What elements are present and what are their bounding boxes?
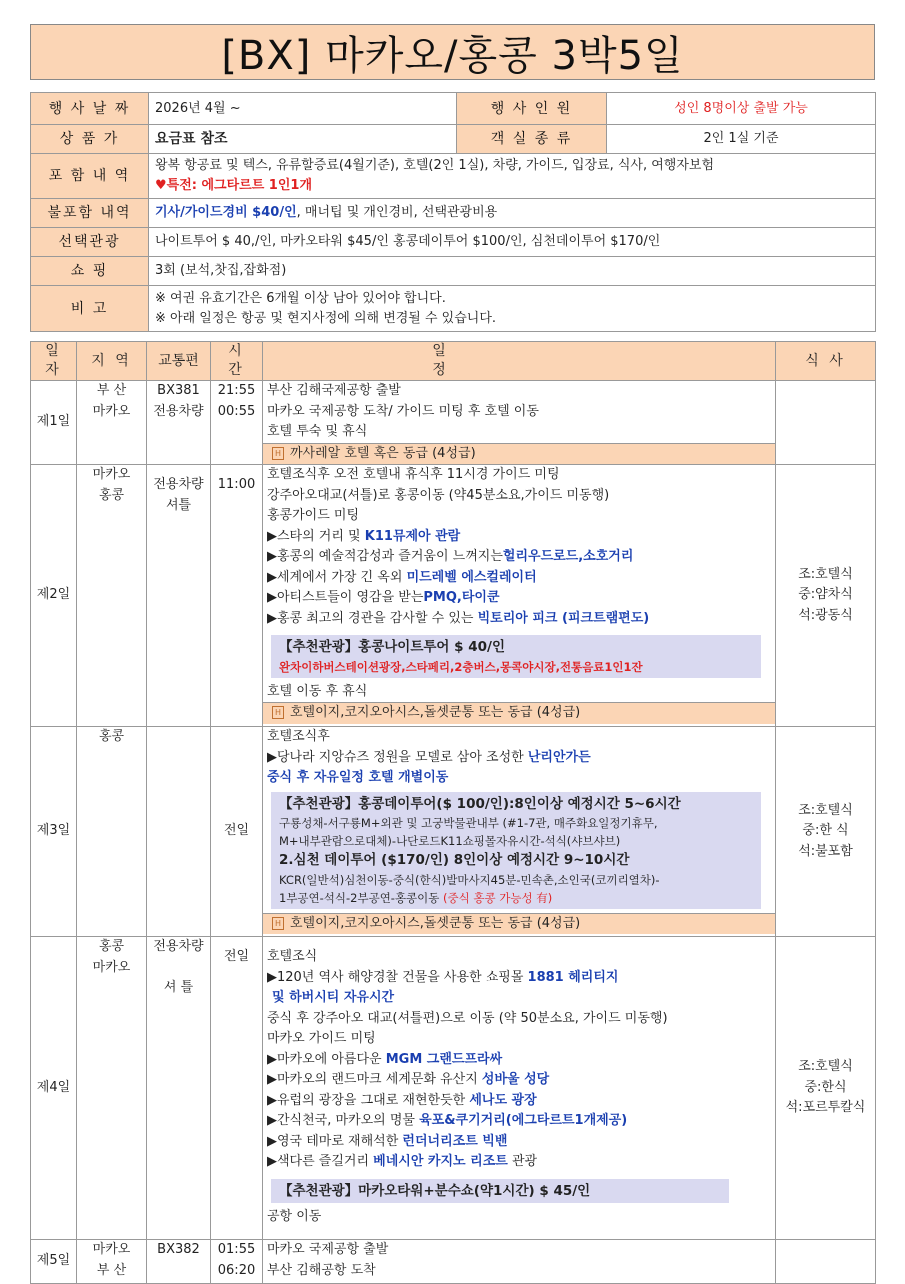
highlight: K11뮤제아 관람 bbox=[364, 528, 461, 544]
day5-time bbox=[211, 1240, 263, 1284]
day3-line bbox=[267, 748, 769, 769]
day4-option-box bbox=[271, 1179, 729, 1204]
date-value: 2026년 4월 ~ bbox=[149, 93, 457, 125]
day1-time-1: 21:55 bbox=[217, 383, 256, 398]
day4-region-1: 홍콩 bbox=[98, 939, 125, 954]
day4-time-value: 전일 bbox=[223, 949, 250, 964]
day3-region bbox=[77, 727, 147, 937]
day3-option-desc: 구룡성채-서구룡M+외관 및 고궁박물관내부 (#1-7관, 매주화요일정기휴무, bbox=[279, 816, 658, 830]
day2-meal bbox=[776, 465, 876, 727]
excl-cell bbox=[149, 199, 876, 228]
info-table bbox=[30, 92, 876, 332]
day2-hotel-text: 호텔이지,코지오아시스,돌셋쿤통 또는 동급 (4성급) bbox=[290, 705, 581, 720]
text: 관광 bbox=[507, 1154, 538, 1169]
day5-label: 제5일 bbox=[31, 1240, 77, 1284]
meal-dinner: 석:광동식 bbox=[798, 607, 853, 623]
day2-line: 호텔 이동 후 휴식 bbox=[267, 683, 368, 699]
day4-region bbox=[77, 937, 147, 1240]
meal-lunch: 중:얌차식 bbox=[798, 587, 853, 603]
text: ▶홍콩의 예술적감성과 즐거움이 느껴지는 bbox=[267, 549, 503, 564]
note-cell bbox=[149, 286, 876, 332]
day2-option-desc: 완차이하버스테이션광장,스타페리,2층버스,몽콕야시장,전통음료1인1잔 bbox=[279, 659, 643, 674]
text: ▶스타의 거리 및 bbox=[267, 528, 365, 544]
day2-line bbox=[267, 547, 769, 568]
day3-transport bbox=[147, 727, 211, 937]
header-transport: 교통편 bbox=[147, 342, 211, 381]
highlight: 런더너리조트 빅밴 bbox=[402, 1133, 508, 1149]
header-day: 일 자 bbox=[31, 342, 77, 381]
day1-region-2: 마카오 bbox=[92, 403, 131, 419]
day2-region-1: 마카오 bbox=[92, 467, 131, 482]
highlight: 세나도 광장 bbox=[469, 1092, 537, 1108]
highlight: 헐리우드로드,소호거리 bbox=[502, 549, 634, 564]
day2-transport bbox=[147, 465, 211, 727]
day5-transport bbox=[147, 1240, 211, 1284]
day3-region-1: 홍콩 bbox=[98, 729, 125, 744]
header-schedule: 일 정 bbox=[263, 342, 776, 381]
highlight: 육포&쿠기거리(에그타르트1개제공) bbox=[419, 1113, 628, 1128]
day2-line bbox=[267, 609, 769, 630]
day4-meal bbox=[776, 937, 876, 1240]
price-label: 상 품 가 bbox=[31, 125, 149, 154]
day1-time bbox=[211, 381, 263, 465]
day5-time-1: 01:55 bbox=[217, 1242, 256, 1257]
day5-region-2: 부 산 bbox=[96, 1262, 127, 1278]
day2-schedule bbox=[263, 465, 776, 727]
excl-label: 불포함 내역 bbox=[31, 199, 149, 228]
day5-line: 부산 김해공항 도착 bbox=[267, 1262, 376, 1278]
incl-cell bbox=[149, 154, 876, 199]
day1-region-1: 부 산 bbox=[96, 383, 127, 398]
day3-option-title-1: 【추천관광】홍콩데이투어($ 100/인):8인이상 예정시간 5~6시간 bbox=[279, 795, 681, 812]
meal-lunch: 중:한식 bbox=[804, 1079, 847, 1095]
day4-line: 중식 후 강주아오 대교(셔틀편)으로 이동 (약 50분소요, 가이드 미동행) bbox=[267, 1010, 668, 1026]
text: ▶유럽의 광장을 그대로 재현한듯한 bbox=[267, 1092, 470, 1108]
day3-label: 제3일 bbox=[31, 727, 77, 937]
day2-region bbox=[77, 465, 147, 727]
highlight: PMQ,타이쿤 bbox=[423, 590, 500, 605]
day1-schedule bbox=[263, 381, 776, 465]
day1-row bbox=[31, 381, 876, 465]
day4-time bbox=[211, 937, 263, 1240]
day4-line bbox=[267, 1111, 769, 1132]
day2-region-2: 홍콩 bbox=[98, 487, 125, 503]
day2-label: 제2일 bbox=[31, 465, 77, 727]
excl-highlight: 기사/가이드경비 $40/인 bbox=[155, 205, 297, 220]
day4-line: 공항 이동 bbox=[267, 1209, 322, 1224]
day2-line: 홍콩가이드 미팅 bbox=[267, 508, 360, 523]
day1-vehicle: 전용차량 bbox=[153, 403, 204, 419]
day3-time: 전일 bbox=[211, 727, 263, 937]
day4-line bbox=[267, 1091, 769, 1112]
shop-label: 쇼 핑 bbox=[31, 257, 149, 286]
day1-label: 제1일 bbox=[31, 381, 77, 465]
day4-line bbox=[267, 1070, 769, 1091]
day5-region-1: 마카오 bbox=[92, 1242, 131, 1257]
highlight: 베네시안 카지노 리조트 bbox=[373, 1154, 508, 1169]
day5-region bbox=[77, 1240, 147, 1284]
meal-dinner: 석:포르투칼식 bbox=[785, 1100, 866, 1116]
text: ▶120년 역사 해양경찰 건물을 사용한 쇼핑몰 bbox=[267, 969, 528, 985]
date-label: 행 사 날 짜 bbox=[31, 93, 149, 125]
day2-shuttle: 셔틀 bbox=[165, 497, 192, 513]
day2-time-value: 11:00 bbox=[217, 477, 256, 492]
day2-hotel bbox=[263, 702, 776, 724]
day3-option-desc: M+내부관람으로대체)-나단로드K11쇼핑몰자유시간-석식(샤브샤브) bbox=[279, 834, 621, 848]
header-meal: 식 사 bbox=[776, 342, 876, 381]
day1-hotel bbox=[263, 443, 776, 465]
day4-line bbox=[267, 1152, 769, 1173]
day5-flight: BX382 bbox=[157, 1242, 200, 1257]
hotel-icon: H bbox=[272, 447, 284, 460]
day1-transport bbox=[147, 381, 211, 465]
day3-hotel bbox=[263, 913, 776, 935]
day4-schedule bbox=[263, 937, 776, 1240]
day1-line: 마카오 국제공항 도착/ 가이드 미팅 후 호텔 이동 bbox=[267, 403, 539, 419]
day5-row bbox=[31, 1240, 876, 1284]
text: ▶간식천국, 마카오의 명물 bbox=[267, 1113, 420, 1128]
day3-schedule bbox=[263, 727, 776, 937]
room-label: 객 실 종 류 bbox=[457, 125, 607, 154]
highlight: (중식 홍콩 가능성 有) bbox=[443, 890, 553, 905]
day4-line: 마카오 가이드 미팅 bbox=[267, 1031, 376, 1046]
text: ▶색다른 즐길거리 bbox=[267, 1154, 374, 1169]
day2-line bbox=[267, 588, 769, 609]
day2-line bbox=[267, 527, 769, 548]
day4-shuttle: 셔 틀 bbox=[163, 979, 194, 995]
shop-value: 3회 (보석,찻집,잡화점) bbox=[149, 257, 876, 286]
day3-line: 중식 후 자유일정 호텔 개별이동 bbox=[267, 770, 449, 785]
note-line-1: ※ 여권 유효기간은 6개월 이상 남아 있어야 합니다. bbox=[155, 290, 446, 306]
meal-breakfast: 조:호텔식 bbox=[798, 1059, 853, 1075]
day5-schedule bbox=[263, 1240, 776, 1284]
day3-meal bbox=[776, 727, 876, 937]
day3-row bbox=[31, 727, 876, 937]
day4-option-title: 【추천관광】마카오타워+분수쇼(약1시간) $ 45/인 bbox=[279, 1182, 591, 1199]
pax-value: 성인 8명이상 출발 가능 bbox=[607, 93, 876, 125]
header-region: 지 역 bbox=[77, 342, 147, 381]
day2-option-title: 【추천관광】홍콩나이트투어 $ 40/인 bbox=[279, 639, 506, 655]
excl-rest: , 매너팁 및 개인경비, 선택관광비용 bbox=[296, 205, 498, 220]
day3-hotel-text: 호텔이지,코지오아시스,돌셋쿤통 또는 동급 (4성급) bbox=[290, 915, 581, 931]
text: ▶당나라 지앙슈즈 정원을 모델로 삼아 조성한 bbox=[267, 749, 528, 765]
meal-dinner: 석:불포함 bbox=[798, 843, 853, 859]
pax-label: 행 사 인 원 bbox=[457, 93, 607, 125]
day1-meal bbox=[776, 381, 876, 465]
day4-line bbox=[267, 1132, 769, 1153]
note-line-2: ※ 아래 일정은 항공 및 현지사정에 의해 변경될 수 있습니다. bbox=[155, 310, 497, 326]
text: ▶마카오의 랜드마크 세계문화 유산지 bbox=[267, 1072, 482, 1087]
day2-line: 호텔조식후 오전 호텔내 휴식후 11시경 가이드 미팅 bbox=[267, 467, 560, 482]
day2-time bbox=[211, 465, 263, 727]
day3-option-box bbox=[271, 792, 761, 909]
meal-breakfast: 조:호텔식 bbox=[798, 802, 853, 818]
highlight: 미드레벨 에스컬레이터 bbox=[406, 569, 537, 585]
incl-label: 포 함 내 역 bbox=[31, 154, 149, 199]
incl-special: ♥특전: 에그타르트 1인1개 bbox=[155, 178, 313, 193]
day5-time-2: 06:20 bbox=[217, 1262, 256, 1278]
day2-line: 강주아오대교(셔틀)로 홍콩이동 (약45분소요,가이드 미동행) bbox=[267, 487, 610, 503]
day5-meal bbox=[776, 1240, 876, 1284]
opt-label: 선택관광 bbox=[31, 228, 149, 257]
day1-region bbox=[77, 381, 147, 465]
highlight: 난리안가든 bbox=[527, 749, 591, 765]
room-value: 2인 1실 기준 bbox=[607, 125, 876, 154]
day2-vehicle: 전용차량 bbox=[153, 477, 204, 492]
day4-line bbox=[267, 968, 769, 989]
day4-line: 호텔조식 bbox=[267, 949, 318, 964]
day4-line: 및 하버시티 자유시간 bbox=[272, 990, 395, 1005]
schedule-table bbox=[30, 341, 876, 1284]
day1-line: 부산 김해국제공항 출발 bbox=[267, 383, 401, 398]
day5-line: 마카오 국제공항 출발 bbox=[267, 1242, 389, 1257]
text: ▶영국 테마로 재해석한 bbox=[267, 1133, 403, 1149]
text: ▶아티스트들이 영감을 받는 bbox=[267, 590, 424, 605]
price-value: 요금표 참조 bbox=[149, 125, 457, 154]
day2-row bbox=[31, 465, 876, 727]
day4-region-2: 마카오 bbox=[92, 959, 131, 975]
day1-line: 호텔 투숙 및 휴식 bbox=[267, 424, 368, 439]
hotel-icon: H bbox=[272, 917, 284, 930]
day4-line bbox=[267, 1050, 769, 1071]
text: ▶세계에서 가장 긴 옥외 bbox=[267, 569, 407, 585]
day2-line bbox=[267, 568, 769, 589]
opt-value: 나이트투어 $ 40,/인, 마카오타워 $45/인 홍콩데이투어 $100/인, 심천데이투어 $170/인 bbox=[149, 228, 876, 257]
day4-label: 제4일 bbox=[31, 937, 77, 1240]
day3-line: 호텔조식후 bbox=[267, 729, 330, 744]
day4-row bbox=[31, 937, 876, 1240]
incl-value: 왕복 항공료 및 텍스, 유류할증료(4월기준), 호텔(2인 1실), 차량, 가이드, 입장료, 식사, 여행자보험 bbox=[155, 158, 715, 173]
day4-transport bbox=[147, 937, 211, 1240]
page-title: [BX] 마카오/홍콩 3박5일 bbox=[30, 24, 875, 80]
day3-option-desc-last bbox=[279, 889, 753, 907]
day1-time-2: 00:55 bbox=[217, 403, 256, 419]
meal-breakfast: 조:호텔식 bbox=[798, 566, 853, 582]
text: 1부공연-석식-2부공연-홍콩이동 bbox=[279, 890, 444, 905]
text: ▶마카오에 아름다운 bbox=[267, 1051, 386, 1067]
day1-hotel-text: 까사레알 호텔 혹은 동급 (4성급) bbox=[290, 445, 476, 461]
note-label: 비 고 bbox=[31, 286, 149, 332]
day4-vehicle: 전용차량 bbox=[153, 939, 204, 954]
day3-option-desc: KCR(일반석)심천이동-중식(한식)발마사지45분-민속촌,소인국(코끼리열차)- bbox=[279, 872, 660, 887]
day2-option-box bbox=[271, 635, 761, 678]
highlight: 빅토리아 피크 (피크트램편도) bbox=[477, 610, 650, 626]
text: ▶홍콩 최고의 경관을 감사할 수 있는 bbox=[267, 610, 478, 626]
highlight: MGM 그랜드프라싸 bbox=[385, 1051, 503, 1067]
day1-flight: BX381 bbox=[157, 383, 200, 398]
highlight: 성바울 성당 bbox=[481, 1072, 550, 1087]
highlight: 1881 헤리티지 bbox=[527, 969, 619, 985]
hotel-icon: H bbox=[272, 706, 284, 719]
meal-lunch: 중:한 식 bbox=[802, 823, 849, 839]
day3-option-title-2: 2.심천 데이투어 ($170/인) 8인이상 예정시간 9~10시간 bbox=[279, 852, 630, 868]
header-time: 시 간 bbox=[211, 342, 263, 381]
